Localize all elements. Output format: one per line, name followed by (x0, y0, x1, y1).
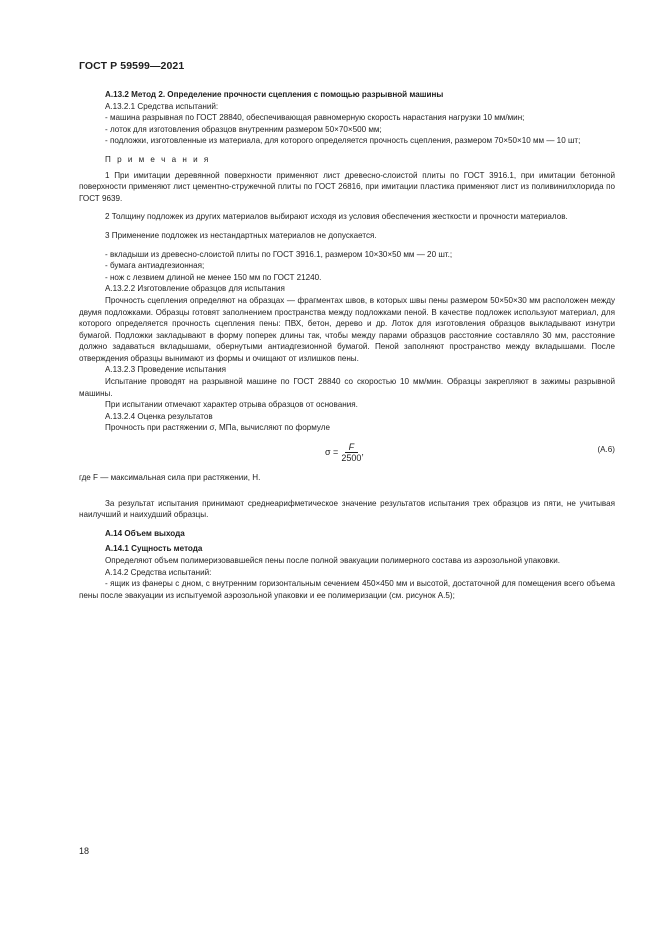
subsection-a14-2: А.14.2 Средства испытаний: (105, 567, 212, 577)
paragraph-result: За результат испытания принимают среднеарифметическое значение результатов испытания трех образцов из пяти, не учитывая наилучший и наихудший образцы. (79, 498, 615, 520)
formula-comma: , (361, 446, 364, 457)
paragraph-sample-preparation: Прочность сцепления определяют на образцах — фрагментах швов, в которых швы пены размером 50×50×30 мм расположен между двумя подложками. Образцы готовят заполнением пространства между подложками пеной. В качестве подложек используют материал, для которого определяется прочность сцепления пены: ПВХ, бетон, дерево и др. Лоток для изготовления образцов выкладывают изнутри бумагой. Подложки закладывают в форму поперек длины так, чтобы между парами образцов расстояние составляло 30 мм, расстояние должно задаваться вкладышами, обернутыми антиадгезионной бумагой. Пеной заполняют пространство между вкладышами. После отверждения образцы вынимают из формы и очищают от излишков пены. (79, 295, 615, 363)
list-item-paper: - бумага антиадгезионная; (105, 261, 205, 271)
note-1: 1 При имитации деревянной поверхности применяют лист древесно-слоистой плиты по ГОСТ 3916.1, при имитации бетонной поверхности применяют лист цементно-стружечной плиты по ГОСТ 26816, при имитации пластика применяют лист из поливинилхлорида по ГОСТ 9639. (79, 170, 615, 203)
paragraph-formula-intro: Прочность при растяжении σ, МПа, вычисляют по формуле (105, 423, 330, 433)
subsection-a13-2-2: А.13.2.2 Изготовление образцов для испытания (105, 284, 285, 294)
formula-denominator: 2500 (341, 453, 362, 464)
page-number: 18 (79, 846, 90, 856)
paragraph-failure-type: При испытании отмечают характер отрыва образцов от основания. (105, 400, 358, 410)
notes-heading: П р и м е ч а н и я (105, 154, 211, 164)
formula-numerator: F (345, 442, 359, 453)
subsection-a13-2-3: А.13.2.3 Проведение испытания (105, 365, 226, 375)
page-header-standard-title: ГОСТ Р 59599—2021 (79, 60, 185, 72)
paragraph-method-essence: Определяют объем полимеризовавшейся пены после полной эвакуации полимерного состава из аэрозольной упаковки. (105, 556, 560, 565)
formula-fraction (341, 442, 361, 463)
list-item-substrates: - подложки, изготовленные из материала, для которого определяется прочность сцепления, размером 70×50×10 мм — 10 шт; (105, 136, 581, 146)
list-item-inserts: - вкладыши из древесно-слоистой плиты по ГОСТ 3916.1, размером 10×30×50 мм — 20 шт.; (105, 249, 453, 259)
list-item-plywood-box: - ящик из фанеры с дном, с внутренним горизонтальным сечением 450×450 мм и высотой, достаточной для помещения всего объема пены после эвакуации из испытуемой аэрозольной упаковки и ее полимеризации (см. рисунок А.5); (79, 579, 615, 600)
section-heading-a14-1: А.14.1 Сущность метода (105, 544, 203, 554)
note-3: 3 Применение подложек из нестандартных материалов не допускается. (105, 230, 377, 240)
subsection-a13-2-1: А.13.2.1 Средства испытаний: (105, 101, 219, 111)
formula-expression (325, 442, 364, 463)
section-heading-a13-2: А.13.2 Метод 2. Определение прочности сцепления с помощью разрывной машины (105, 90, 444, 99)
list-item-machine: - машина разрывная по ГОСТ 28840, обеспечивающая равномерную скорость нарастания нагрузки 10 мм/мин; (105, 113, 525, 123)
paragraph-test-procedure: Испытание проводят на разрывной машине по ГОСТ 28840 со скоростью 10 мм/мин. Образцы закрепляют в зажимы разрывной машины. (79, 377, 615, 398)
paragraph-where-f: где F — максимальная сила при растяжении, Н. (79, 473, 261, 483)
section-heading-a14: А.14 Объем выхода (105, 528, 185, 538)
formula-number: (А.6) (597, 445, 615, 455)
list-item-knife: - нож с лезвием длиной не менее 150 мм по ГОСТ 21240. (105, 272, 322, 282)
list-item-tray: - лоток для изготовления образцов внутренним размером 50×70×500 мм; (105, 124, 382, 134)
note-2: 2 Толщину подложек из других материалов выбирают исходя из условия обеспечения жесткости и прочности материалов. (105, 212, 568, 222)
formula-a6 (79, 440, 615, 468)
document-body (79, 89, 615, 601)
subsection-a13-2-4: А.13.2.4 Оценка результатов (105, 411, 213, 421)
formula-lhs: σ = (325, 446, 339, 457)
